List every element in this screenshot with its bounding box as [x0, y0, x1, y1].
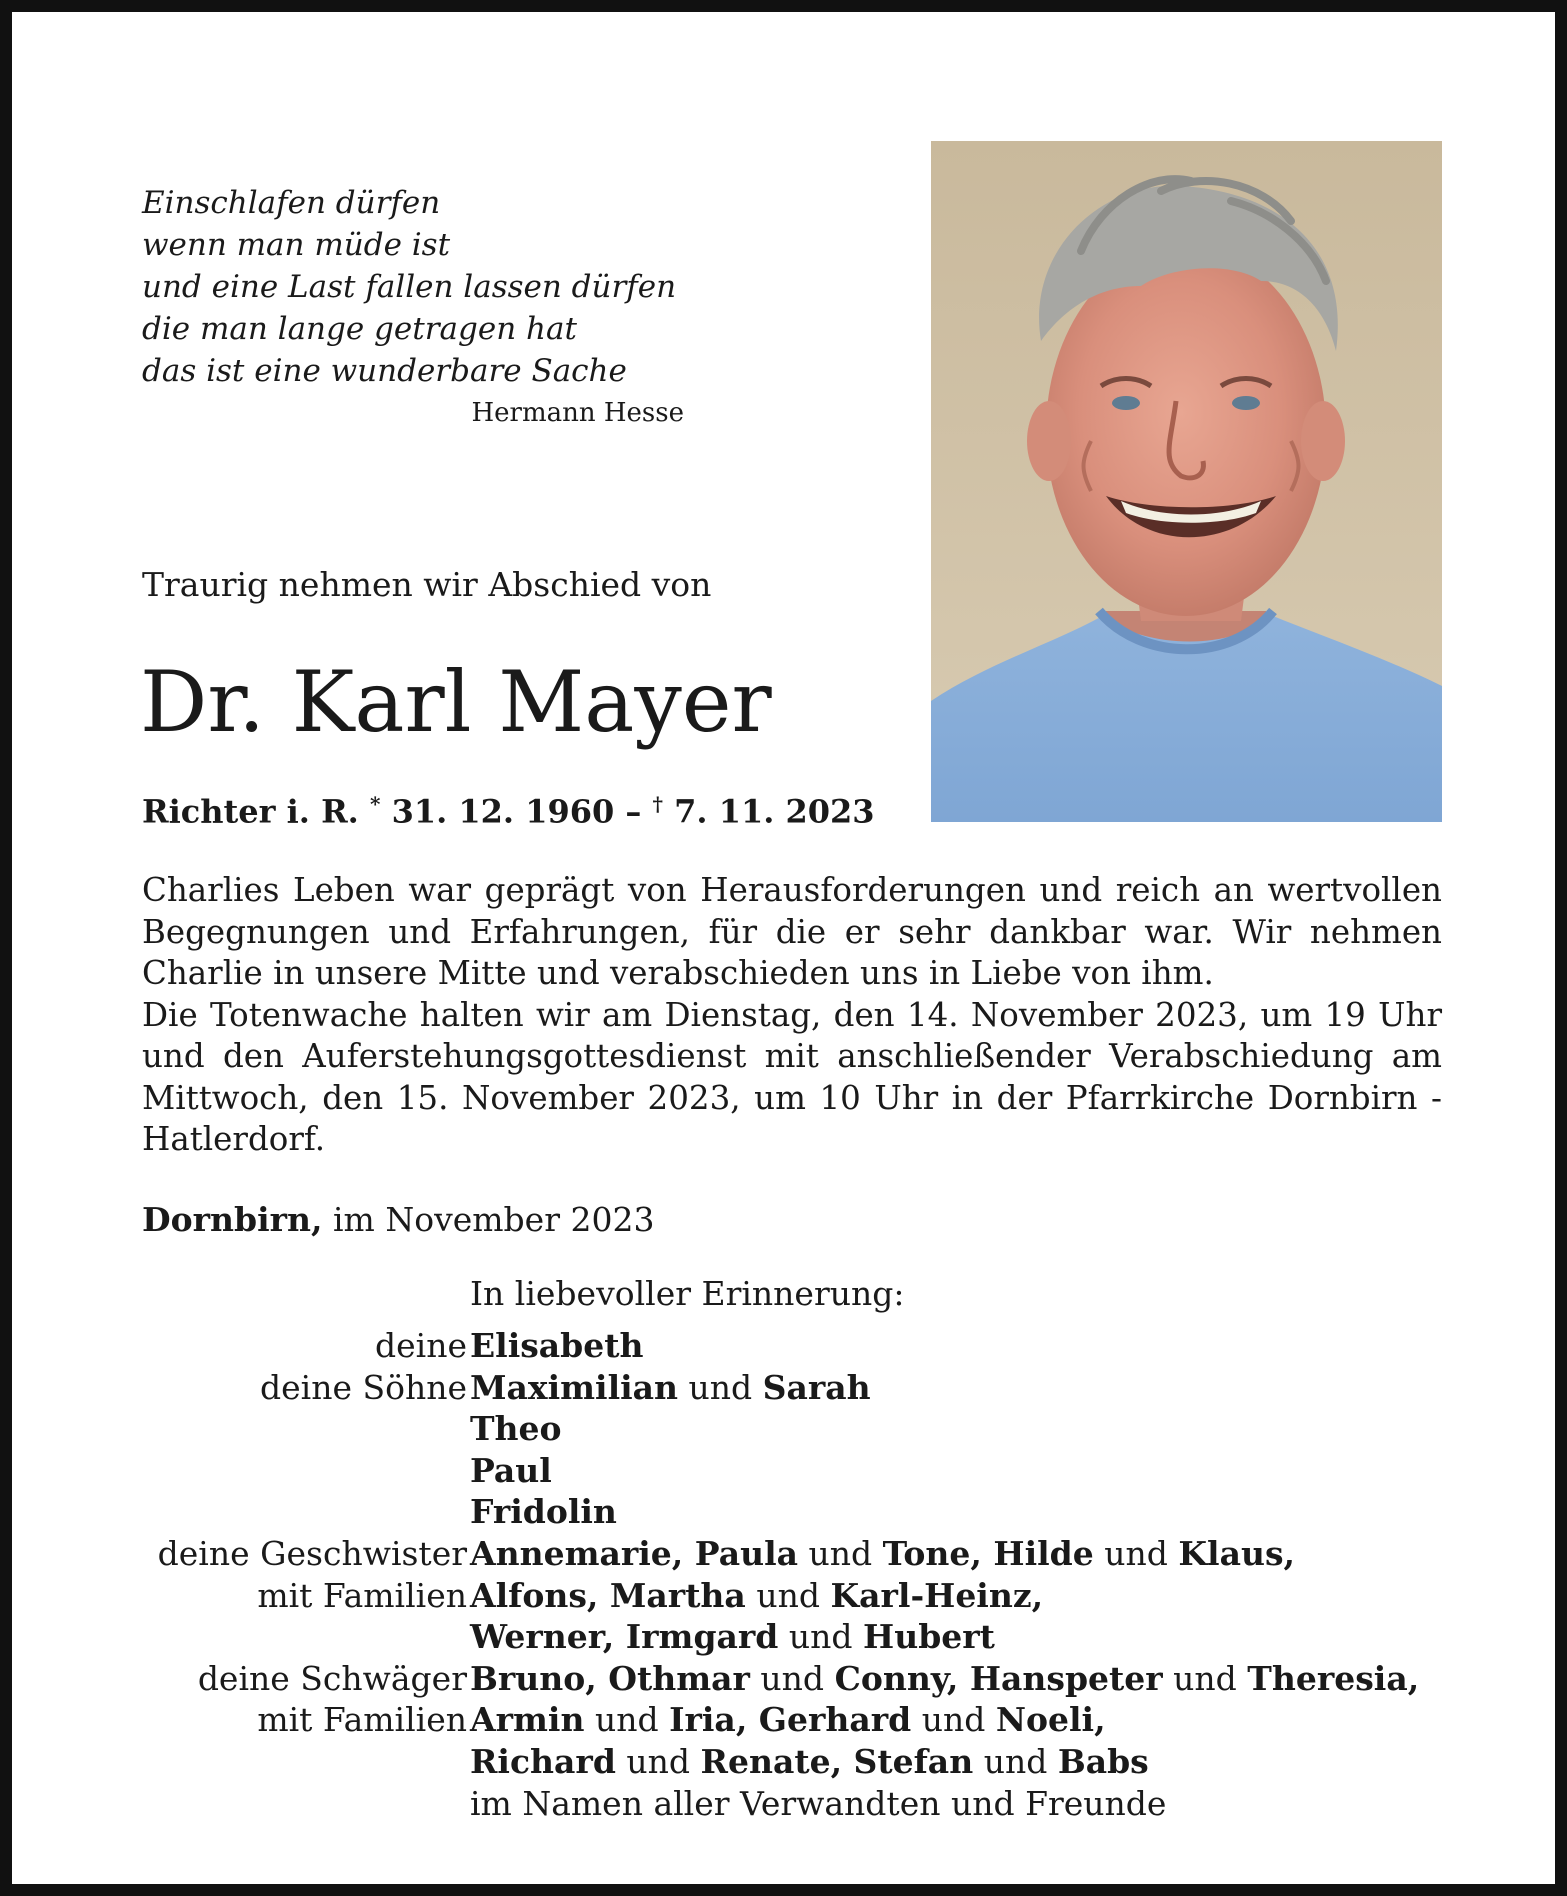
conjunction: und [788, 1617, 853, 1657]
poem-author: Hermann Hesse [471, 398, 684, 428]
poem-line: das ist eine wunderbare Sache [142, 353, 627, 389]
deceased-title: Richter i. R. [142, 792, 359, 831]
mourner-name: Fridolin [470, 1492, 617, 1532]
mourner-names [470, 1575, 1043, 1617]
relation-label: deine Schwäger [197, 1658, 467, 1698]
conjunction: und [1173, 1658, 1237, 1698]
relation-label: deine Geschwister [157, 1533, 467, 1573]
mourner-names [470, 1325, 644, 1367]
deceased-dates [142, 792, 875, 831]
mourner-row [12, 1533, 1567, 1575]
mourner-name: Babs [1057, 1741, 1149, 1781]
birth-date: 31. 12. 1960 [391, 792, 615, 831]
mourner-names [470, 1533, 1295, 1575]
mourner-name: Theresia, [1247, 1658, 1420, 1698]
obituary-body [142, 870, 1442, 1161]
body-line: Die Totenwache halten wir am Dienstag, den 14. November 2023, um 19 Uhr [142, 995, 1442, 1034]
body-line: Charlie in unsere Mitte und verabschieden uns in Liebe von ihm. [142, 954, 1214, 992]
closing-line: im Namen aller Verwandten und Freunde [470, 1783, 1167, 1823]
place-date-text: im November 2023 [333, 1200, 655, 1239]
mourner-name: Alfons, Martha [470, 1575, 746, 1615]
mourner-name: Maximilian [470, 1367, 679, 1407]
mourner-row [12, 1616, 1567, 1658]
mourner-row [12, 1325, 1567, 1367]
mourner-name: Bruno, Othmar [470, 1658, 750, 1698]
mourner-name: Werner, Irmgard [470, 1617, 779, 1657]
body-line: und den Auferstehungsgottesdienst mit anschließender Verabschiedung am [142, 1037, 1442, 1075]
birth-symbol: * [369, 792, 381, 816]
conjunction: und [983, 1741, 1048, 1781]
mourner-row [12, 1658, 1567, 1700]
conjunction: und [760, 1658, 825, 1698]
body-line: Hatlerdorf. [142, 1120, 326, 1158]
mourner-name: Hubert [863, 1617, 995, 1657]
mourner-names [470, 1741, 1149, 1783]
death-symbol: † [652, 792, 663, 816]
mourner-names [470, 1491, 617, 1533]
relation-label: mit Familien [257, 1575, 467, 1615]
mourner-name: Elisabeth [470, 1326, 644, 1365]
memory-header: In liebevoller Erinnerung: [470, 1274, 905, 1313]
death-date: 7. 11. 2023 [674, 792, 875, 831]
intro-text: Traurig nehmen wir Abschied von [142, 565, 712, 604]
poem-line: und eine Last fallen lassen dürfen [142, 269, 677, 305]
poem-line: die man lange getragen hat [142, 311, 577, 347]
mourner-name: Armin [470, 1700, 585, 1740]
mourners-list [12, 1325, 1567, 1824]
body-line: Begegnungen und Erfahrungen, für die er sehr dankbar war. Wir nehmen [142, 912, 1442, 951]
relation-label: deine Söhne [260, 1367, 467, 1407]
conjunction: und [808, 1533, 873, 1573]
conjunction: und [594, 1700, 659, 1740]
relation-label: mit Familien [257, 1700, 467, 1740]
mourner-name: Noeli, [995, 1700, 1106, 1740]
body-line: Charlies Leben war geprägt von Herausforderungen und reich an wertvollen [142, 871, 1442, 909]
poem-line: wenn man müde ist [142, 227, 451, 263]
portrait-illustration [931, 141, 1442, 822]
mourner-names [470, 1408, 562, 1450]
mourner-name: Conny, Hanspeter [834, 1658, 1163, 1698]
conjunction: und [756, 1575, 820, 1615]
body-line: Mittwoch, den 15. November 2023, um 10 Uhr in der Pfarrkirche Dornbirn - [142, 1078, 1442, 1117]
mourner-row [12, 1367, 1567, 1409]
poem [142, 182, 676, 392]
mourner-names [470, 1367, 871, 1409]
mourner-row [12, 1450, 1567, 1492]
relation-label: deine [375, 1326, 467, 1365]
mourner-name: Iria, Gerhard [669, 1700, 912, 1740]
mourner-row [12, 1408, 1567, 1450]
conjunction: und [688, 1367, 753, 1407]
mourner-name: Klaus, [1178, 1533, 1296, 1573]
mourner-row [12, 1741, 1567, 1783]
mourner-names [470, 1699, 1106, 1741]
conjunction: und [626, 1741, 691, 1781]
mourner-name: Annemarie, Paula [470, 1533, 799, 1573]
date-separator: – [625, 792, 642, 831]
portrait-photo [931, 141, 1442, 822]
mourner-name: Sarah [762, 1367, 871, 1407]
mourner-name: Paul [470, 1450, 552, 1490]
place-date [142, 1200, 654, 1239]
place-city: Dornbirn, [142, 1200, 323, 1239]
mourner-row [12, 1491, 1567, 1533]
conjunction: und [921, 1700, 986, 1740]
mourner-name: Renate, Stefan [700, 1741, 974, 1781]
mourner-names [470, 1450, 552, 1492]
mourner-names [470, 1616, 995, 1658]
conjunction: und [1104, 1533, 1168, 1573]
mourner-name: Karl-Heinz, [830, 1575, 1044, 1615]
deceased-name: Dr. Karl Mayer [140, 653, 772, 751]
mourner-name: Tone, Hilde [882, 1533, 1094, 1573]
poem-line: Einschlafen dürfen [142, 185, 441, 221]
mourner-row [12, 1783, 1567, 1825]
mourner-names [470, 1658, 1419, 1700]
mourner-name: Theo [470, 1409, 562, 1449]
mourner-row [12, 1575, 1567, 1617]
mourner-row [12, 1699, 1567, 1741]
mourner-name: Richard [470, 1741, 616, 1781]
